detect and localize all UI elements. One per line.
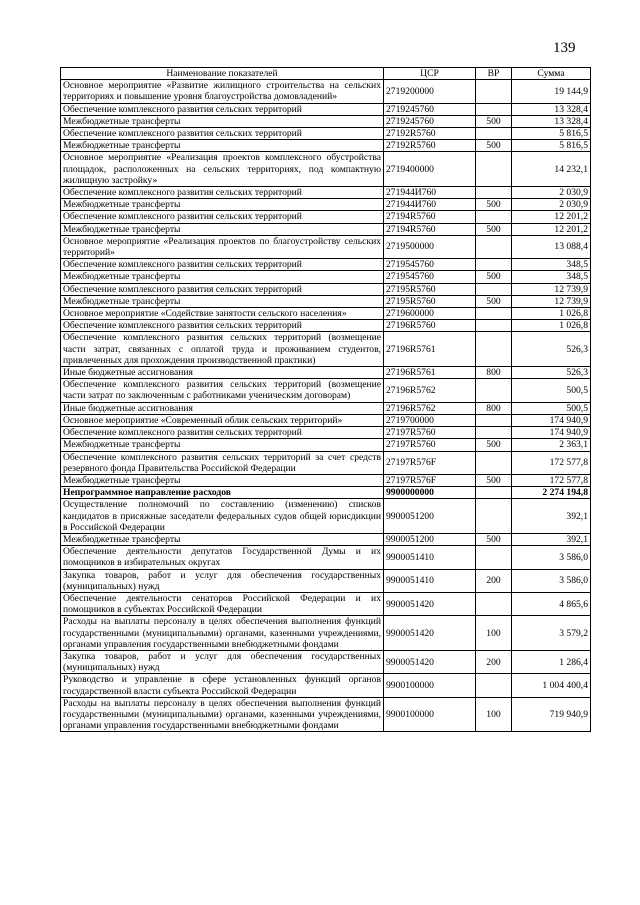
- column-header-name: Наименование показателей: [61, 68, 384, 80]
- table-row: [61, 140, 591, 152]
- cell-vr: 200: [476, 650, 512, 673]
- cell-sum: 1 026,8: [512, 320, 591, 332]
- table-row: [61, 115, 591, 127]
- cell-sum: 1 286,4: [512, 650, 591, 673]
- cell-name: Осуществление полномочий по составлению (изменению) списков кандидатов в присяжные заседатели федеральных судов общей юрисдикции в Российской Федерации: [61, 499, 384, 534]
- table-row: [61, 674, 591, 697]
- table-row: [61, 487, 591, 499]
- cell-vr: [476, 80, 512, 103]
- table-row: [61, 80, 591, 103]
- cell-sum: 13 328,4: [512, 103, 591, 115]
- cell-name: Обеспечение комплексного развития сельских территорий за счет средств резервного фонда Правительства Российской Федерации: [61, 451, 384, 474]
- cell-vr: [476, 499, 512, 534]
- cell-name: Межбюджетные трансферты: [61, 439, 384, 451]
- cell-name: Обеспечение деятельности депутатов Государственной Думы и их помощников в избирательных округах: [61, 546, 384, 569]
- table-row: [61, 199, 591, 211]
- table-row: [61, 259, 591, 271]
- cell-vr: [476, 592, 512, 615]
- cell-vr: [476, 427, 512, 439]
- cell-sum: 13 088,4: [512, 235, 591, 258]
- cell-code: 27194R5760: [384, 223, 476, 235]
- cell-code: 2719600000: [384, 308, 476, 320]
- cell-sum: 526,3: [512, 367, 591, 379]
- column-header-code: ЦСР: [384, 68, 476, 80]
- cell-sum: 14 232,1: [512, 152, 591, 187]
- cell-code: 9900051420: [384, 650, 476, 673]
- cell-name: Обеспечение комплексного развития сельских территорий (возмещение части затрат, связанных с оплатой труда и проживанием студентов, привлеченных для прохождения производственной практики): [61, 332, 384, 367]
- table-row: [61, 332, 591, 367]
- cell-code: 27195R5760: [384, 295, 476, 307]
- cell-name: Обеспечение деятельности сенаторов Российской Федерации и их помощников в субъектах Российской Федерации: [61, 592, 384, 615]
- cell-sum: 2 274 194,8: [512, 487, 591, 499]
- table-row: [61, 128, 591, 140]
- table-row: [61, 367, 591, 379]
- cell-sum: 19 144,9: [512, 80, 591, 103]
- cell-code: 27196R5762: [384, 379, 476, 402]
- cell-code: 9900051200: [384, 533, 476, 545]
- cell-vr: 800: [476, 367, 512, 379]
- cell-code: 9900051200: [384, 499, 476, 534]
- cell-code: 9900000000: [384, 487, 476, 499]
- cell-code: 9900100000: [384, 674, 476, 697]
- table-row: [61, 569, 591, 592]
- table-row: [61, 414, 591, 426]
- cell-vr: 500: [476, 439, 512, 451]
- cell-vr: [476, 235, 512, 258]
- cell-code: 2719245760: [384, 103, 476, 115]
- cell-sum: 3 579,2: [512, 616, 591, 651]
- column-header-sum: Сумма: [512, 68, 591, 80]
- cell-vr: 500: [476, 474, 512, 486]
- cell-code: 27194R5760: [384, 211, 476, 223]
- cell-sum: 12 739,9: [512, 295, 591, 307]
- cell-sum: 174 940,9: [512, 414, 591, 426]
- table-row: [61, 474, 591, 486]
- cell-sum: 1 026,8: [512, 308, 591, 320]
- table-row: [61, 223, 591, 235]
- cell-sum: 1 004 400,4: [512, 674, 591, 697]
- cell-vr: 500: [476, 223, 512, 235]
- table-row: [61, 271, 591, 283]
- cell-name: Иные бюджетные ассигнования: [61, 367, 384, 379]
- cell-vr: [476, 283, 512, 295]
- cell-code: 2719500000: [384, 235, 476, 258]
- cell-vr: 500: [476, 295, 512, 307]
- cell-sum: 12 201,2: [512, 211, 591, 223]
- cell-name: Обеспечение комплексного развития сельских территорий: [61, 128, 384, 140]
- cell-sum: 174 940,9: [512, 427, 591, 439]
- cell-code: 27196R5761: [384, 367, 476, 379]
- cell-code: 9900051410: [384, 569, 476, 592]
- cell-code: 27197R576F: [384, 474, 476, 486]
- cell-sum: 2 030,9: [512, 199, 591, 211]
- cell-name: Основное мероприятие «Реализация проектов комплексного обустройства площадок, расположенных на сельских территориях, под компактную жилищную застройку»: [61, 152, 384, 187]
- table-row: [61, 546, 591, 569]
- cell-name: Межбюджетные трансферты: [61, 295, 384, 307]
- cell-code: 2719545760: [384, 259, 476, 271]
- cell-sum: 13 328,4: [512, 115, 591, 127]
- cell-vr: [476, 259, 512, 271]
- cell-name: Межбюджетные трансферты: [61, 199, 384, 211]
- cell-sum: 500,5: [512, 402, 591, 414]
- table-row: [61, 533, 591, 545]
- cell-name: Межбюджетные трансферты: [61, 533, 384, 545]
- cell-vr: [476, 152, 512, 187]
- cell-code: 9900051420: [384, 592, 476, 615]
- cell-name: Расходы на выплаты персоналу в целях обеспечения выполнения функций государственными (муниципальными) органами, казенными учреждениями, органами управления государственными внебюджетными фондами: [61, 616, 384, 651]
- cell-code: 27192R5760: [384, 128, 476, 140]
- table-row: [61, 103, 591, 115]
- cell-sum: 5 816,5: [512, 140, 591, 152]
- cell-vr: 500: [476, 533, 512, 545]
- cell-name: Обеспечение комплексного развития сельских территорий: [61, 187, 384, 199]
- table-row: [61, 499, 591, 534]
- cell-code: 27197R576F: [384, 451, 476, 474]
- cell-name: Непрограммное направление расходов: [61, 487, 384, 499]
- cell-vr: [476, 128, 512, 140]
- table-row: [61, 235, 591, 258]
- cell-vr: [476, 211, 512, 223]
- cell-code: 27196R5762: [384, 402, 476, 414]
- cell-vr: [476, 379, 512, 402]
- table-row: [61, 379, 591, 402]
- cell-sum: 3 586,0: [512, 569, 591, 592]
- cell-name: Закупка товаров, работ и услуг для обеспечения государственных (муниципальных) нужд: [61, 569, 384, 592]
- cell-name: Основное мероприятие «Развитие жилищного строительства на сельских территориях и повышение уровня благоустройства домовладений»: [61, 80, 384, 103]
- cell-name: Обеспечение комплексного развития сельских территорий: [61, 259, 384, 271]
- cell-sum: 719 940,9: [512, 697, 591, 732]
- cell-name: Основное мероприятие «Реализация проектов по благоустройству сельских территорий»: [61, 235, 384, 258]
- cell-vr: 500: [476, 140, 512, 152]
- cell-sum: 172 577,8: [512, 451, 591, 474]
- cell-code: 27192R5760: [384, 140, 476, 152]
- cell-name: Основное мероприятие «Содействие занятости сельского населения»: [61, 308, 384, 320]
- cell-code: 27196R5761: [384, 332, 476, 367]
- cell-code: 271944И760: [384, 199, 476, 211]
- cell-code: 27197R5760: [384, 427, 476, 439]
- cell-name: Обеспечение комплексного развития сельских территорий: [61, 211, 384, 223]
- cell-vr: 500: [476, 115, 512, 127]
- cell-code: 2719700000: [384, 414, 476, 426]
- cell-sum: 4 865,6: [512, 592, 591, 615]
- cell-vr: [476, 332, 512, 367]
- cell-vr: 200: [476, 569, 512, 592]
- table-row: [61, 308, 591, 320]
- cell-vr: 800: [476, 402, 512, 414]
- cell-name: Расходы на выплаты персоналу в целях обеспечения выполнения функций государственными (муниципальными) органами, казенными учреждениями, органами управления государственными внебюджетными фондами: [61, 697, 384, 732]
- cell-sum: 12 201,2: [512, 223, 591, 235]
- cell-code: 9900051410: [384, 546, 476, 569]
- cell-sum: 2 030,9: [512, 187, 591, 199]
- table-row: [61, 616, 591, 651]
- cell-code: 2719400000: [384, 152, 476, 187]
- cell-sum: 392,1: [512, 499, 591, 534]
- cell-vr: 100: [476, 697, 512, 732]
- cell-name: Иные бюджетные ассигнования: [61, 402, 384, 414]
- cell-code: 2719545760: [384, 271, 476, 283]
- table-row: [61, 187, 591, 199]
- cell-vr: [476, 187, 512, 199]
- cell-vr: [476, 308, 512, 320]
- column-header-vr: ВР: [476, 68, 512, 80]
- table-row: [61, 152, 591, 187]
- cell-name: Обеспечение комплексного развития сельских территорий: [61, 320, 384, 332]
- table-row: [61, 427, 591, 439]
- table-row: [61, 320, 591, 332]
- table-row: [61, 451, 591, 474]
- cell-name: Обеспечение комплексного развития сельских территорий: [61, 283, 384, 295]
- cell-vr: 500: [476, 271, 512, 283]
- cell-sum: 526,3: [512, 332, 591, 367]
- cell-vr: [476, 103, 512, 115]
- cell-code: 27195R5760: [384, 283, 476, 295]
- cell-sum: 2 363,1: [512, 439, 591, 451]
- cell-sum: 348,5: [512, 259, 591, 271]
- cell-vr: [476, 546, 512, 569]
- cell-name: Межбюджетные трансферты: [61, 474, 384, 486]
- cell-sum: 12 739,9: [512, 283, 591, 295]
- cell-name: Межбюджетные трансферты: [61, 271, 384, 283]
- table-row: [61, 402, 591, 414]
- cell-name: Основное мероприятие «Современный облик сельских территорий»: [61, 414, 384, 426]
- page-number: 139: [553, 40, 576, 56]
- cell-name: Обеспечение комплексного развития сельских территорий: [61, 427, 384, 439]
- cell-sum: 172 577,8: [512, 474, 591, 486]
- cell-code: 9900100000: [384, 697, 476, 732]
- budget-table: [60, 67, 591, 732]
- cell-vr: [476, 487, 512, 499]
- cell-vr: 500: [476, 199, 512, 211]
- table-row: [61, 650, 591, 673]
- table-header-row: [61, 68, 591, 80]
- cell-code: 27196R5760: [384, 320, 476, 332]
- table-row: [61, 283, 591, 295]
- cell-vr: [476, 451, 512, 474]
- cell-name: Обеспечение комплексного развития сельских территорий (возмещение части затрат по заключенным с работниками ученическим договорам): [61, 379, 384, 402]
- cell-sum: 392,1: [512, 533, 591, 545]
- cell-code: 271944И760: [384, 187, 476, 199]
- cell-name: Межбюджетные трансферты: [61, 223, 384, 235]
- cell-vr: 100: [476, 616, 512, 651]
- cell-name: Обеспечение комплексного развития сельских территорий: [61, 103, 384, 115]
- cell-sum: 5 816,5: [512, 128, 591, 140]
- cell-vr: [476, 414, 512, 426]
- table-row: [61, 295, 591, 307]
- table-body: [61, 80, 591, 732]
- cell-sum: 3 586,0: [512, 546, 591, 569]
- table-row: [61, 592, 591, 615]
- cell-name: Закупка товаров, работ и услуг для обеспечения государственных (муниципальных) нужд: [61, 650, 384, 673]
- cell-sum: 500,5: [512, 379, 591, 402]
- cell-code: 2719200000: [384, 80, 476, 103]
- cell-code: 2719245760: [384, 115, 476, 127]
- cell-vr: [476, 320, 512, 332]
- cell-code: 27197R5760: [384, 439, 476, 451]
- cell-name: Межбюджетные трансферты: [61, 115, 384, 127]
- cell-vr: [476, 674, 512, 697]
- table-row: [61, 439, 591, 451]
- cell-name: Межбюджетные трансферты: [61, 140, 384, 152]
- cell-code: 9900051420: [384, 616, 476, 651]
- cell-sum: 348,5: [512, 271, 591, 283]
- table-row: [61, 697, 591, 732]
- cell-name: Руководство и управление в сфере установленных функций органов государственной власти субъекта Российской Федерации: [61, 674, 384, 697]
- table-row: [61, 211, 591, 223]
